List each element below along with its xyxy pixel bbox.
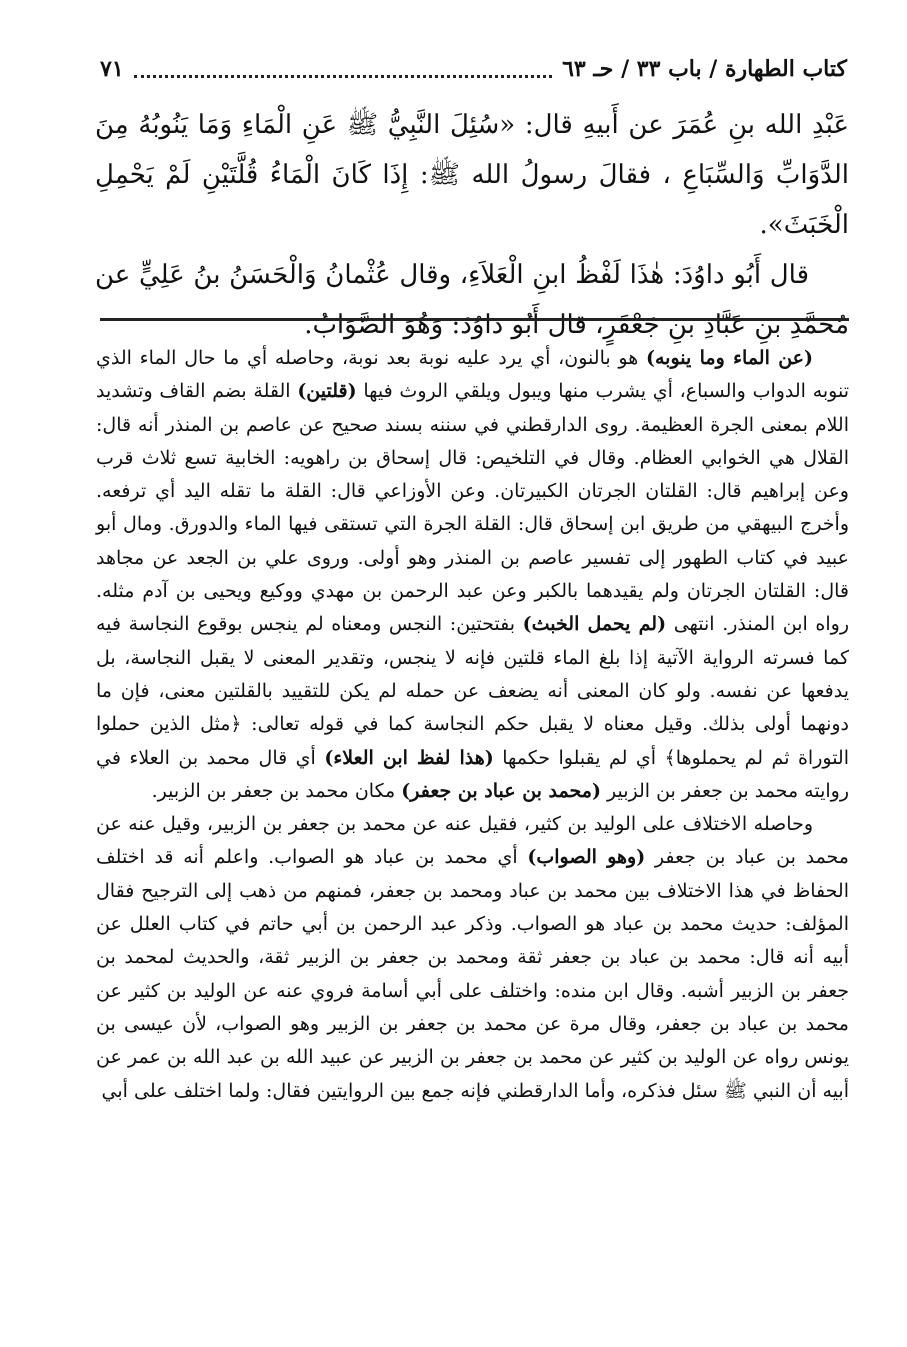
commentary-paragraph: [96, 808, 849, 1108]
bold-term: (وهو الصواب): [527, 846, 646, 869]
page-number: ٧١: [100, 56, 124, 82]
bold-term: (هذا لفظ ابن العلاء): [324, 746, 494, 769]
bold-term: (لم يحمل الخبث): [522, 613, 667, 636]
dotted-leader: [134, 61, 552, 78]
commentary-run: مكان محمد بن جعفر بن الزبير.: [151, 779, 402, 802]
commentary-paragraph: [96, 342, 849, 808]
bold-term: (قلتين): [297, 380, 357, 403]
section-divider: [100, 318, 849, 321]
commentary-run: وحاصله الاختلاف على الوليد بن كثير، فقيل عنه عن محمد بن جعفر بن الزبير، وقيل عنه عن محمد بن عباد بن جعفر: [96, 813, 849, 869]
commentary-run: هو بالنون، أي يرد عليه نوبة بعد نوبة، وحاصله أي ما حال الماء الذي تنوبه الدواب والسباع، أي يشرب منها ويبول ويلقي الروث فيها: [96, 347, 850, 403]
page-header: [100, 52, 847, 86]
running-title: كتاب الطهارة / باب ٣٣ / حـ ٦٣: [562, 56, 847, 82]
commentary-run: أي محمد بن عباد هو الصواب. واعلم أنه قد اختلف الحفاظ في هذا الاختلاف بين محمد بن عباد ومحمد بن جعفر، فمنهم من ذهب إلى الترجيح فقال المؤلف: حديث محمد بن عباد هو الصواب. وذكر عبد الرحمن بن أبي حاتم في كتاب العلل عن أبيه أنه قال: محمد بن عباد بن جعفر ثقة ومحمد بن جعفر بن الزبير ثقة، والحديث لمحمد بن جعفر بن الزبير أشبه. وقال ابن منده: واختلف على أبي أسامة فروي عنه عن الوليد بن كثير عن محمد بن عباد بن جعفر، وقال مرة عن محمد بن جعفر بن الزبير وهو الصواب، لأن عيسى بن يونس رواه عن الوليد بن كثير عن محمد بن جعفر بن الزبير عن عبيد الله بن عبد الله بن عمر عن أبيه أن النبي ﷺ سئل فذكره، وأما الدارقطني فإنه جمع بين الروايتين فقال: ولما اختلف على أبي: [96, 846, 849, 1102]
bold-term: (محمد بن عباد بن جعفر): [401, 779, 601, 802]
commentary-text: [96, 342, 849, 1108]
bold-term: (عن الماء وما ينوبه): [646, 347, 813, 369]
hadith-paragraph: عَبْدِ الله بنِ عُمَرَ عن أَبيهِ قال: «سُئِلَ النَّبِيُّ ﷺ عَنِ الْمَاءِ وَمَا يَنُوبُهُ مِنَ الدَّوَابِّ وَالسِّبَاعِ ، فقالَ رسولُ الله ﷺ: إِذَا كَانَ الْمَاءُ قُلَّتَيْنِ لَمْ يَحْمِلِ الْخَبَثَ».: [95, 110, 849, 240]
commentary-run: أي قال محمد بن العلاء في روايته محمد بن جعفر بن الزبير: [96, 746, 849, 802]
hadith-paragraph: قال أَبُو داوُدَ: هٰذَا لَفْظُ ابنِ الْعَلاَءِ، وقال عُثْمانُ وَالْحَسَنُ بنُ عَلِيٍّ عن مُحمَّدِ بنِ عَبَّادِ بنِ جَعْفَرٍ، قال أَبُو داوُدَ: وَهُوَ الصَّوَابُ.: [95, 260, 849, 340]
commentary-run: القلة بضم القاف وتشديد اللام بمعنى الجرة العظيمة. روى الدارقطني في سننه بسند صحيح عن عاصم بن المنذر أنه قال: القلال هي الخوابي العظام. وقال في التلخيص: قال إسحاق بن راهويه: الخابية تسع ثلاث قرب وعن إبراهيم قال: القلتان الجرتان الكبيرتان. وعن الأوزاعي قال: القلة ما تقله اليد أي ترفعه. وأخرج البيهقي من طريق ابن إسحاق قال: القلة الجرة التي تستقى فيها الماء والدورق. ومال أبو عبيد في كتاب الطهور إلى تفسير عاصم بن المنذر وهو أولى. وروى علي بن الجعد عن مجاهد قال: القلتان الجرتان ولم يقيدهما بالكبر وعن عبد الرحمن بن مهدي ووكيع ويحيى بن آدم مثله. رواه ابن المنذر. انتهى: [96, 380, 849, 636]
hadith-text: [95, 100, 849, 350]
commentary-run: بفتحتين: النجس ومعناه لم ينجس بوقوع النجاسة فيه كما فسرته الرواية الآتية إذا بلغ الماء قلتين فإنه لا ينجس، وتقدير المعنى لا يقبل النجاسة، بل يدفعها عن نفسه. ولو كان المعنى أنه يضعف عن حمله لم يكن للتقييد بالقلتين معنى، فإن ما دونهما أولى بذلك. وقيل معناه لا يقبل حكم النجاسة كما في قوله تعالى: ﴿مثل الذين حملوا التوراة ثم لم يحملوها﴾ أي لم يقبلوا حكمها: [96, 613, 849, 769]
